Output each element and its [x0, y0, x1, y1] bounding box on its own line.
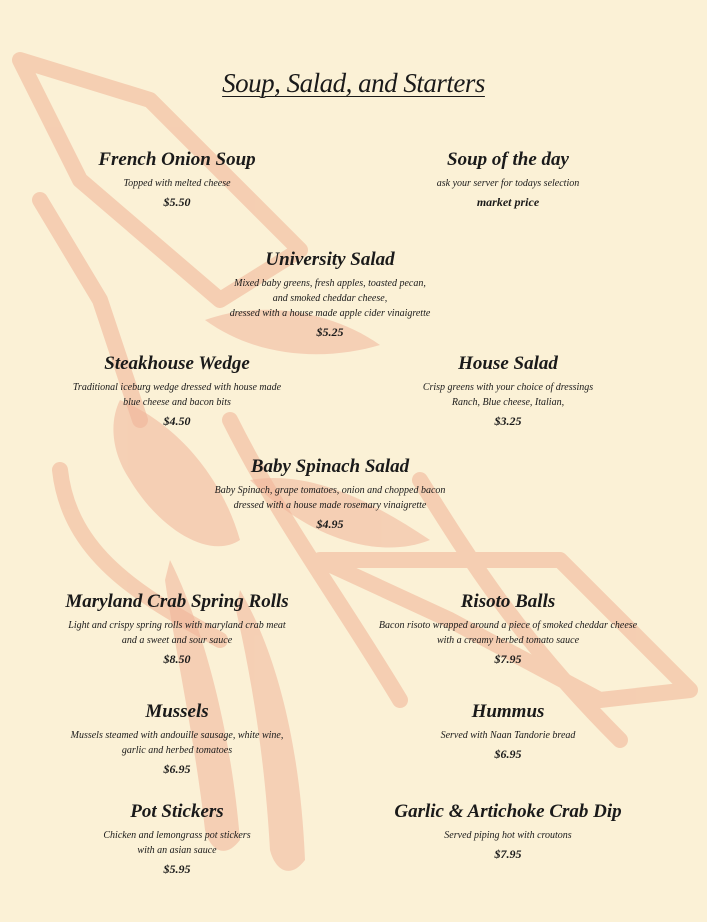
item-description: Mussels steamed with andouille sausage, white wine, garlic and herbed tomatoes [70, 730, 284, 756]
item-name: Mussels [145, 701, 209, 722]
menu-item [355, 800, 661, 862]
item-price: $6.95 [163, 762, 191, 776]
item-description: Served with Naan Tandorie bread [440, 730, 576, 741]
item-price: $4.50 [163, 414, 191, 428]
menu-item [355, 700, 661, 762]
menu-item [355, 590, 661, 667]
item-price: $8.50 [163, 652, 191, 666]
item-name: Pot Stickers [130, 801, 224, 822]
item-description: Topped with melted cheese [123, 178, 231, 189]
item-name: House Salad [458, 353, 558, 374]
menu-item [355, 352, 661, 429]
menu-item [160, 248, 500, 340]
menu-item [355, 148, 661, 210]
item-description: Light and crispy spring rolls with maryland crab meat and a sweet and sour sauce [68, 620, 286, 646]
item-description: Traditional iceburg wedge dressed with house made blue cheese and bacon bits [72, 382, 282, 408]
item-price: $7.95 [494, 847, 522, 861]
menu-item [22, 352, 332, 429]
item-name: Risoto Balls [460, 591, 556, 612]
item-price: market price [476, 195, 540, 209]
item-description: Chicken and lemongrass pot stickers with an asian sauce [103, 830, 251, 856]
item-description: Mixed baby greens, fresh apples, toasted pecan, and smoked cheddar cheese, dressed with a house made apple cider vinaigrette [229, 278, 431, 319]
item-name: Baby Spinach Salad [250, 456, 410, 477]
item-description: Crisp greens with your choice of dressings Ranch, Blue cheese, Italian, [422, 382, 594, 408]
menu-item [160, 455, 500, 532]
item-description: ask your server for todays selection [436, 178, 580, 189]
item-name: Garlic & Artichoke Crab Dip [394, 801, 622, 822]
menu-item [22, 590, 332, 667]
item-description: Baby Spinach, grape tomatoes, onion and chopped bacon dressed with a house made rosemary vinaigrette [214, 485, 446, 511]
menu-item [22, 148, 332, 210]
item-description: Served piping hot with croutons [444, 830, 572, 841]
item-name: French Onion Soup [98, 149, 256, 170]
item-price: $5.50 [163, 195, 191, 209]
item-price: $3.25 [494, 414, 522, 428]
item-name: Hummus [471, 701, 545, 722]
menu-item [22, 700, 332, 777]
item-name: Maryland Crab Spring Rolls [65, 591, 289, 612]
menu-item [22, 800, 332, 877]
item-price: $6.95 [494, 747, 522, 761]
item-price: $5.25 [316, 325, 344, 339]
item-name: Soup of the day [447, 149, 569, 170]
item-description: Bacon risoto wrapped around a piece of smoked cheddar cheese with a creamy herbed tomato sauce [378, 620, 638, 646]
item-price: $7.95 [494, 652, 522, 666]
item-name: University Salad [265, 249, 395, 270]
item-price: $4.95 [316, 517, 344, 531]
item-price: $5.95 [163, 862, 191, 876]
item-name: Steakhouse Wedge [104, 353, 250, 374]
page-title: Soup, Salad, and Starters [222, 68, 485, 98]
